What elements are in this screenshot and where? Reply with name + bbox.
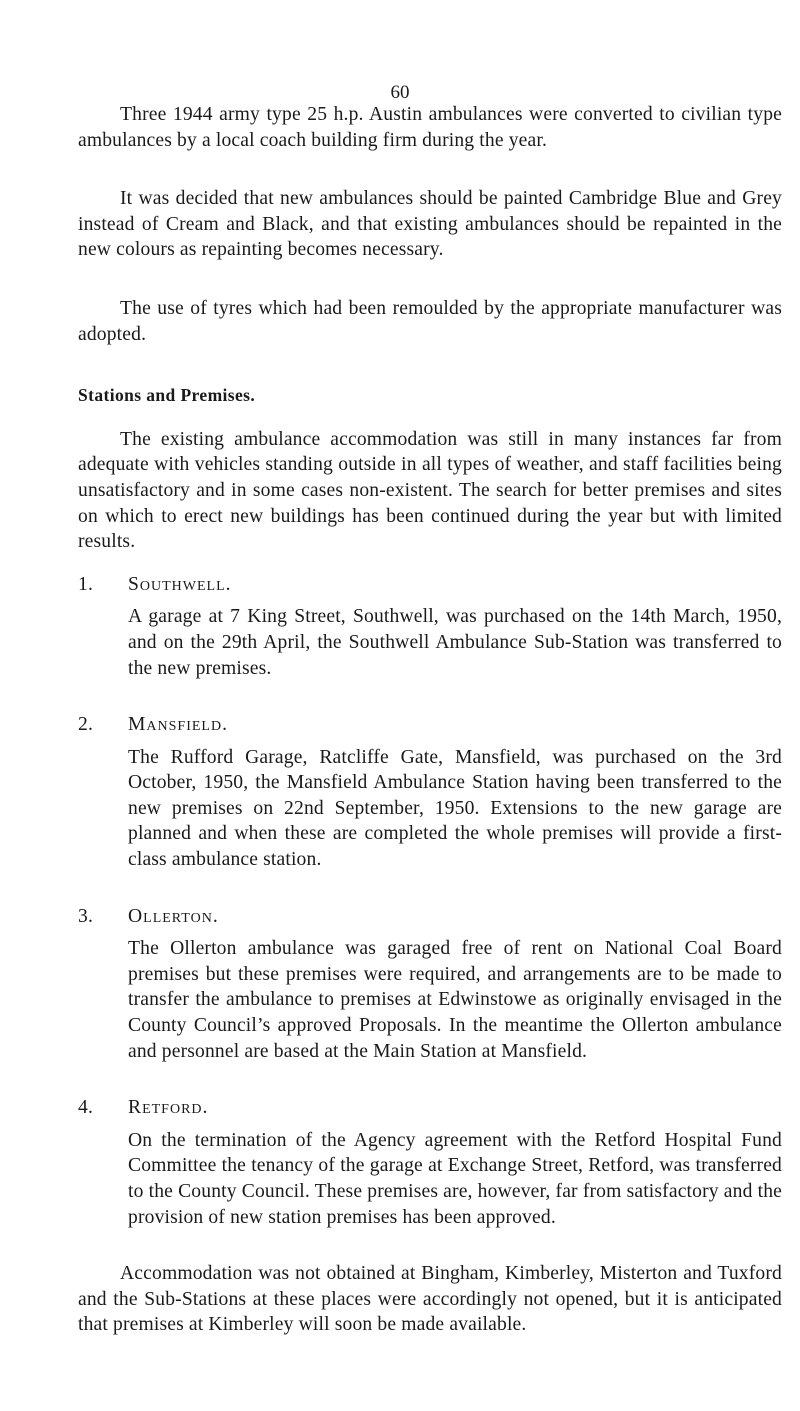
list-item-southwell xyxy=(78,572,782,681)
list-item-number: 3. xyxy=(78,905,93,927)
paragraph-tyres: The use of tyres which had been remoulded by the appropriate manufacturer was adopted. xyxy=(78,297,782,345)
list-item-heading xyxy=(78,904,782,930)
paragraph-ambulance-colours: It was decided that new ambulances should be painted Cambridge Blue and Grey instead of Cream and Black, and that existing ambulances should be repainted in the new colours as repainting becomes necessary. xyxy=(78,188,782,261)
list-item-heading xyxy=(78,712,782,738)
list-item-retford xyxy=(78,1095,782,1230)
list-item-body: A garage at 7 King Street, Southwell, was purchased on the 14th March, 1950, and on the 29th April, the Southwell Ambulance Sub-Station was transferred to the new premises. xyxy=(128,606,782,679)
list-item-number: 2. xyxy=(78,714,93,736)
list-item-body: The Ollerton ambulance was garaged free of rent on National Coal Board premises but these premises were required, and arrangements are to be made to transfer the ambulance to premises at Edwinstowe as originally envisaged in the County Council’s approved Proposals. In the meantime the Ollerton ambulance and personnel are based at the Main Station at Mansfield. xyxy=(128,938,782,1062)
list-item-title: Retford. xyxy=(128,1097,209,1119)
page-number: 60 xyxy=(390,82,410,103)
list-item-title: Southwell. xyxy=(128,573,232,595)
section-heading: Stations and Premises. xyxy=(78,385,256,406)
list-item-ollerton xyxy=(78,904,782,1065)
list-item-number: 4. xyxy=(78,1097,93,1119)
list-item-body: On the termination of the Agency agreement with the Retford Hospital Fund Committee the tenancy of the garage at Exchange Street, Retford, was transferred to the County Council. These premises are, however, far from satisfactory and the provision of new station premises has been approved. xyxy=(128,1129,782,1228)
list-item-mansfield xyxy=(78,712,782,873)
list-item-body: The Rufford Garage, Ratcliffe Gate, Mansfield, was purchased on the 3rd October, 1950, the Mansfield Ambulance Station having been transferred to the new premises on 22nd September, 1950. Extensions to the new garage are planned and when these are completed the whole premises will provide a first-class ambulance station. xyxy=(128,746,782,871)
document-page xyxy=(78,78,782,1338)
list-item-number: 1. xyxy=(78,573,93,595)
list-item-title: Mansfield. xyxy=(128,714,228,736)
section-intro-paragraph: The existing ambulance accommodation was still in many instances far from adequate with vehicles standing outside in all types of weather, and staff facilities being unsatisfactory and in some cases non-existent. The search for better premises and sites on which to erect new buildings has been continued during the year but with limited results. xyxy=(78,428,782,553)
list-item-heading xyxy=(78,1095,782,1121)
closing-paragraph: Accommodation was not obtained at Bingham, Kimberley, Misterton and Tuxford and the Sub-Stations at these places were accordingly not opened, but it is anticipated that premises at Kimberley will soon be made available. xyxy=(78,1263,782,1336)
list-item-title: Ollerton. xyxy=(128,905,219,927)
list-item-heading xyxy=(78,572,782,598)
paragraph-ambulance-conversion: Three 1944 army type 25 h.p. Austin ambulances were converted to civilian type ambulances by a local coach building firm during the year. xyxy=(78,104,782,151)
